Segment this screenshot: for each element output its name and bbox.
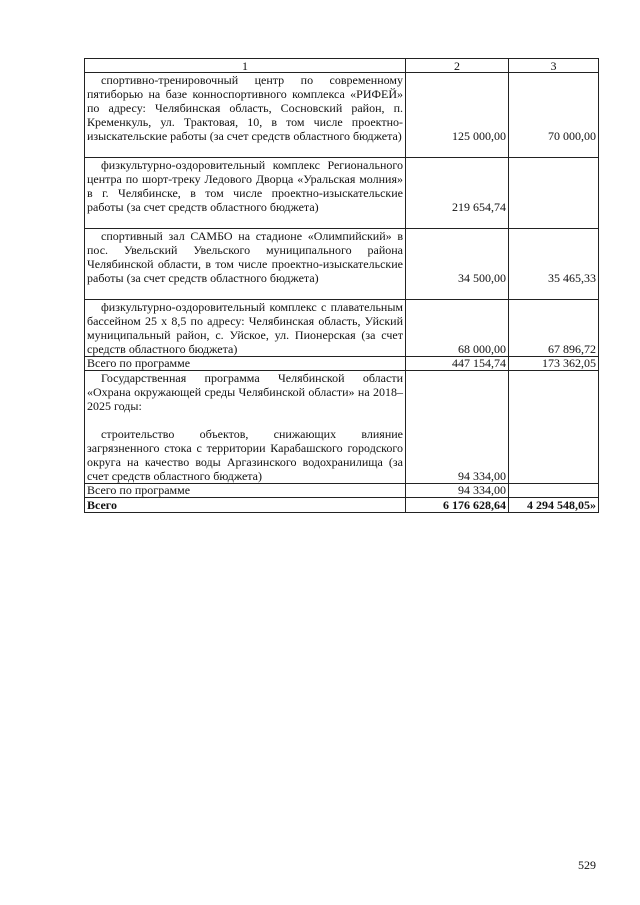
- table-row: [85, 300, 599, 357]
- program-total-label: Всего по программе: [85, 484, 406, 498]
- row-description: спортивно-тренировочный центр по современному пятиборью на базе конноспортивного комплекса «РИФЕЙ» по адресу: Челябинская область, Сосновский район, п. Кременкуль, ул. Трактовая, 10, в том числе проектно-изыскательские работы (за счет средств областного бюджета): [87, 73, 403, 143]
- row-description: физкультурно-оздоровительный комплекс Регионального центра по шорт-треку Ледового Дворца «Уральская молния» в г. Челябинске, в том числе проектно-изыскательские работы (за счет средств областного бюджета): [87, 158, 403, 214]
- header-col-3: 3: [509, 59, 599, 73]
- row-value-col3: [509, 371, 599, 484]
- grand-total-row: [85, 498, 599, 513]
- row-value-col2: 125 000,00: [406, 73, 509, 158]
- table-header-row: [85, 59, 599, 73]
- program-title: Государственная программа Челябинской области «Охрана окружающей среды Челябинской области» на 2018–2025 годы:: [87, 371, 403, 413]
- row-description: спортивный зал САМБО на стадионе «Олимпийский» в пос. Увельский Увельского муниципального района Челябинской области, в том числе проектно-изыскательские работы (за счет средств областного бюджета): [87, 229, 403, 285]
- row-value-col3: 70 000,00: [509, 73, 599, 158]
- grand-total-col3: 4 294 548,05»: [509, 498, 599, 513]
- page-number: 529: [578, 858, 596, 872]
- row-value-col2: 34 500,00: [406, 229, 509, 300]
- program-total-label: Всего по программе: [85, 357, 406, 371]
- row-description: физкультурно-оздоровительный комплекс с плавательным бассейном 25 x 8,5 по адресу: Челябинская область, Уйский муниципальный район, с. Уйское, ул. Пионерская (за счет средств областного бюджета): [87, 300, 403, 356]
- table-row: [85, 371, 599, 484]
- table-row: [85, 229, 599, 300]
- row-value-col3: [509, 158, 599, 229]
- table-row: [85, 158, 599, 229]
- row-value-col3: 35 465,33: [509, 229, 599, 300]
- program-total-col2: 94 334,00: [406, 484, 509, 498]
- row-value-col2: 68 000,00: [406, 300, 509, 357]
- header-col-1: 1: [85, 59, 406, 73]
- header-col-2: 2: [406, 59, 509, 73]
- row-value-col2: 94 334,00: [406, 371, 509, 484]
- program-total-col2: 447 154,74: [406, 357, 509, 371]
- program-total-col3: 173 362,05: [509, 357, 599, 371]
- table-row: [85, 73, 599, 158]
- row-value-col3: 67 896,72: [509, 300, 599, 357]
- program-total-row: [85, 357, 599, 371]
- program-total-col3: [509, 484, 599, 498]
- budget-table: [84, 58, 599, 513]
- grand-total-label: Всего: [85, 498, 406, 513]
- program-total-row: [85, 484, 599, 498]
- row-value-col2: 219 654,74: [406, 158, 509, 229]
- row-description: строительство объектов, снижающих влияние загрязненного стока с территории Карабашского городского округа на качество воды Аргазинского водохранилища (за счет средств областного бюджета): [87, 427, 403, 483]
- grand-total-col2: 6 176 628,64: [406, 498, 509, 513]
